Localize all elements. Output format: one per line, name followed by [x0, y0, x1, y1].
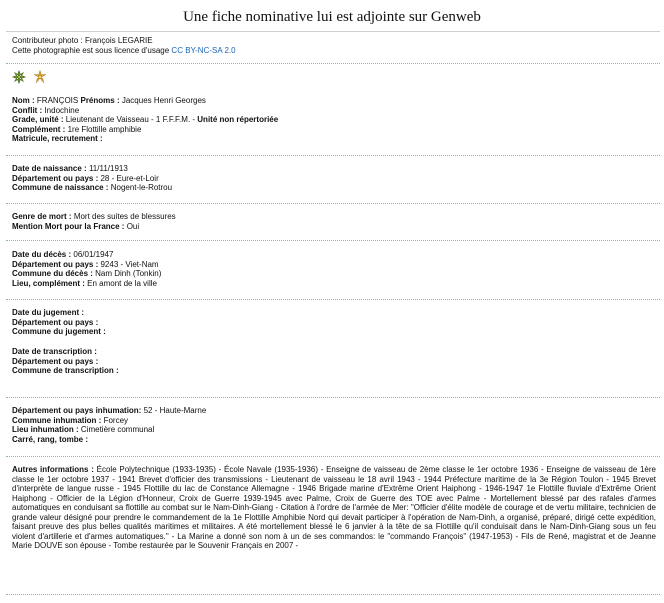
birth-section	[12, 164, 658, 193]
legion-honneur-icon	[33, 70, 47, 84]
transcription-dept-label: Département ou pays :	[12, 356, 99, 366]
death-date-value: 06/01/1947	[73, 250, 114, 259]
complement-value: 1re Flottille amphibie	[67, 124, 142, 134]
grade-extra: Unité non répertoriée	[197, 115, 279, 124]
birth-dept-label: Département ou pays :	[12, 173, 99, 183]
contributor-label: Contributeur photo :	[12, 36, 83, 45]
identity-section	[12, 96, 658, 144]
burial-commune-label: Commune inhumation :	[12, 415, 102, 425]
other-info-section	[12, 465, 656, 551]
death-dept-label: Département ou pays :	[12, 259, 99, 269]
death-type-label: Genre de mort :	[12, 212, 72, 221]
death-place-label: Lieu, complément :	[12, 278, 85, 288]
death-place-value: En amont de la ville	[87, 278, 157, 288]
photo-credit-section	[12, 36, 658, 55]
section-divider	[6, 594, 660, 595]
section-divider	[6, 155, 660, 156]
birth-date-label: Date de naissance :	[12, 164, 87, 173]
license-link[interactable]: CC BY-NC-SA 2.0	[171, 45, 236, 55]
prenoms-value: Jacques Henri Georges	[121, 96, 206, 105]
judgement-section	[12, 308, 658, 337]
burial-dept-label: Département ou pays inhumation:	[12, 406, 142, 415]
birth-date-value: 11/11/1913	[88, 164, 128, 173]
judgement-date-label: Date du jugement :	[12, 308, 85, 317]
grade-value: Lieutenant de Vaisseau - 1 F.F.F.M. -	[65, 115, 196, 124]
conflit-value: Indochine	[44, 105, 80, 115]
burial-plot-label: Carré, rang, tombe :	[12, 434, 89, 444]
mention-value: Oui	[126, 221, 140, 231]
contributor-value: François LEGARIE	[84, 36, 153, 45]
burial-section	[12, 406, 658, 444]
judgement-dept-label: Département ou pays :	[12, 317, 99, 327]
death-section	[12, 250, 658, 288]
croix-de-guerre-icon	[12, 70, 26, 84]
section-divider	[6, 203, 660, 204]
section-divider	[6, 397, 660, 398]
page-title: Une fiche nominative lui est adjointe sur Genweb	[183, 9, 481, 25]
burial-place-value: Cimetière communal	[80, 425, 155, 434]
grade-label: Grade, unité :	[12, 115, 64, 124]
birth-commune-value: Nogent-le-Rotrou	[110, 183, 173, 192]
other-info-label: Autres informations :	[12, 465, 94, 474]
nom-value: FRANÇOIS	[36, 96, 79, 105]
header-divider	[6, 31, 660, 32]
death-type-value: Mort des suites de blessures	[73, 212, 176, 221]
death-type-section	[12, 212, 658, 231]
mention-label: Mention Mort pour la France :	[12, 221, 125, 231]
conflit-label: Conflit :	[12, 105, 43, 115]
birth-commune-label: Commune de naissance :	[12, 183, 109, 192]
burial-commune-value: Forcey	[103, 415, 129, 425]
section-divider	[6, 299, 660, 300]
burial-dept-value: 52 - Haute-Marne	[143, 406, 207, 415]
matricule-label: Matricule, recrutement :	[12, 134, 103, 143]
judgement-commune-label: Commune du jugement :	[12, 327, 106, 336]
prenoms-label: Prénoms :	[80, 96, 120, 105]
nom-label: Nom :	[12, 96, 35, 105]
section-divider	[6, 240, 660, 241]
section-divider	[6, 456, 660, 457]
license-text: Cette photographie est sous licence d'usage	[12, 45, 170, 55]
complement-label: Complément :	[12, 124, 66, 134]
death-commune-label: Commune du décès :	[12, 269, 93, 278]
burial-place-label: Lieu inhumation :	[12, 425, 79, 434]
transcription-section	[12, 347, 658, 376]
section-divider	[6, 63, 660, 64]
death-commune-value: Nam Dinh (Tonkin)	[95, 269, 162, 278]
transcription-commune-label: Commune de transcription :	[12, 366, 119, 375]
death-dept-value: 9243 - Viet-Nam	[100, 259, 159, 269]
other-info-text: École Polytechnique (1933-1935) - École Navale (1935-1936) - Enseigne de vaisseau de 2ème classe le 1er octobre 1936 - Enseigne de vaisseau de 1ère classe le 1er octobre 1937 - 1941 Brevet d'officier des transmissions - Lieutenant de vaisseau le 18 avril 1943 - 1944 Préfecture maritime de la 3e Région Toulon - 1945 Brevet d'interprète de langue russe - 1945 Flottille du lac de Constance Allemagne - 1946 Brigade marine d'Extrême Orient Haiphong - 1946-1947 1e Flottille fluviale d'Extrême Orient Haiphong - Officier de la Légion d'Honneur, Croix de Guerre 1939-1945 avec Palme, Croix de Guerre des TOE avec Palme - Mortellement blessé par des rafales d'armes automatiques en conduisant sa flottille au combat sur le Nam-Dinh-Giang - Citation à l'ordre de l'armée de Mer: "Officier d'élite modèle de courage et de vertu militaire, technicien de grande valeur désigné pour prendre le commandement de la 1e Flottille Amphibie Nord qui devait participer à l'opération de Nam-Dinh, a organisé, préparé, dirigé cette expédition, faisant preuve des plus belles qualités maritimes et militaires. A été mortellement blessé le 6 janvier à la tête de sa Flottille qu'il conduisait dans le Nam-Dinh-Giang sous un feu violent d'artillerie et d'armes automatiques." - La Marine a donné son nom à un de ses commandos: le "commando François" (1947-1953) - Fils de René, magistrat et de Jeanne Marie DOUVE son épouse - Tombe restaurée par le Souvenir Français en 2007 -	[12, 465, 656, 550]
death-date-label: Date du décès :	[12, 250, 72, 259]
transcription-date-label: Date de transcription :	[12, 347, 97, 356]
medals-row	[12, 70, 50, 84]
birth-dept-value: 28 - Eure-et-Loir	[100, 173, 159, 183]
